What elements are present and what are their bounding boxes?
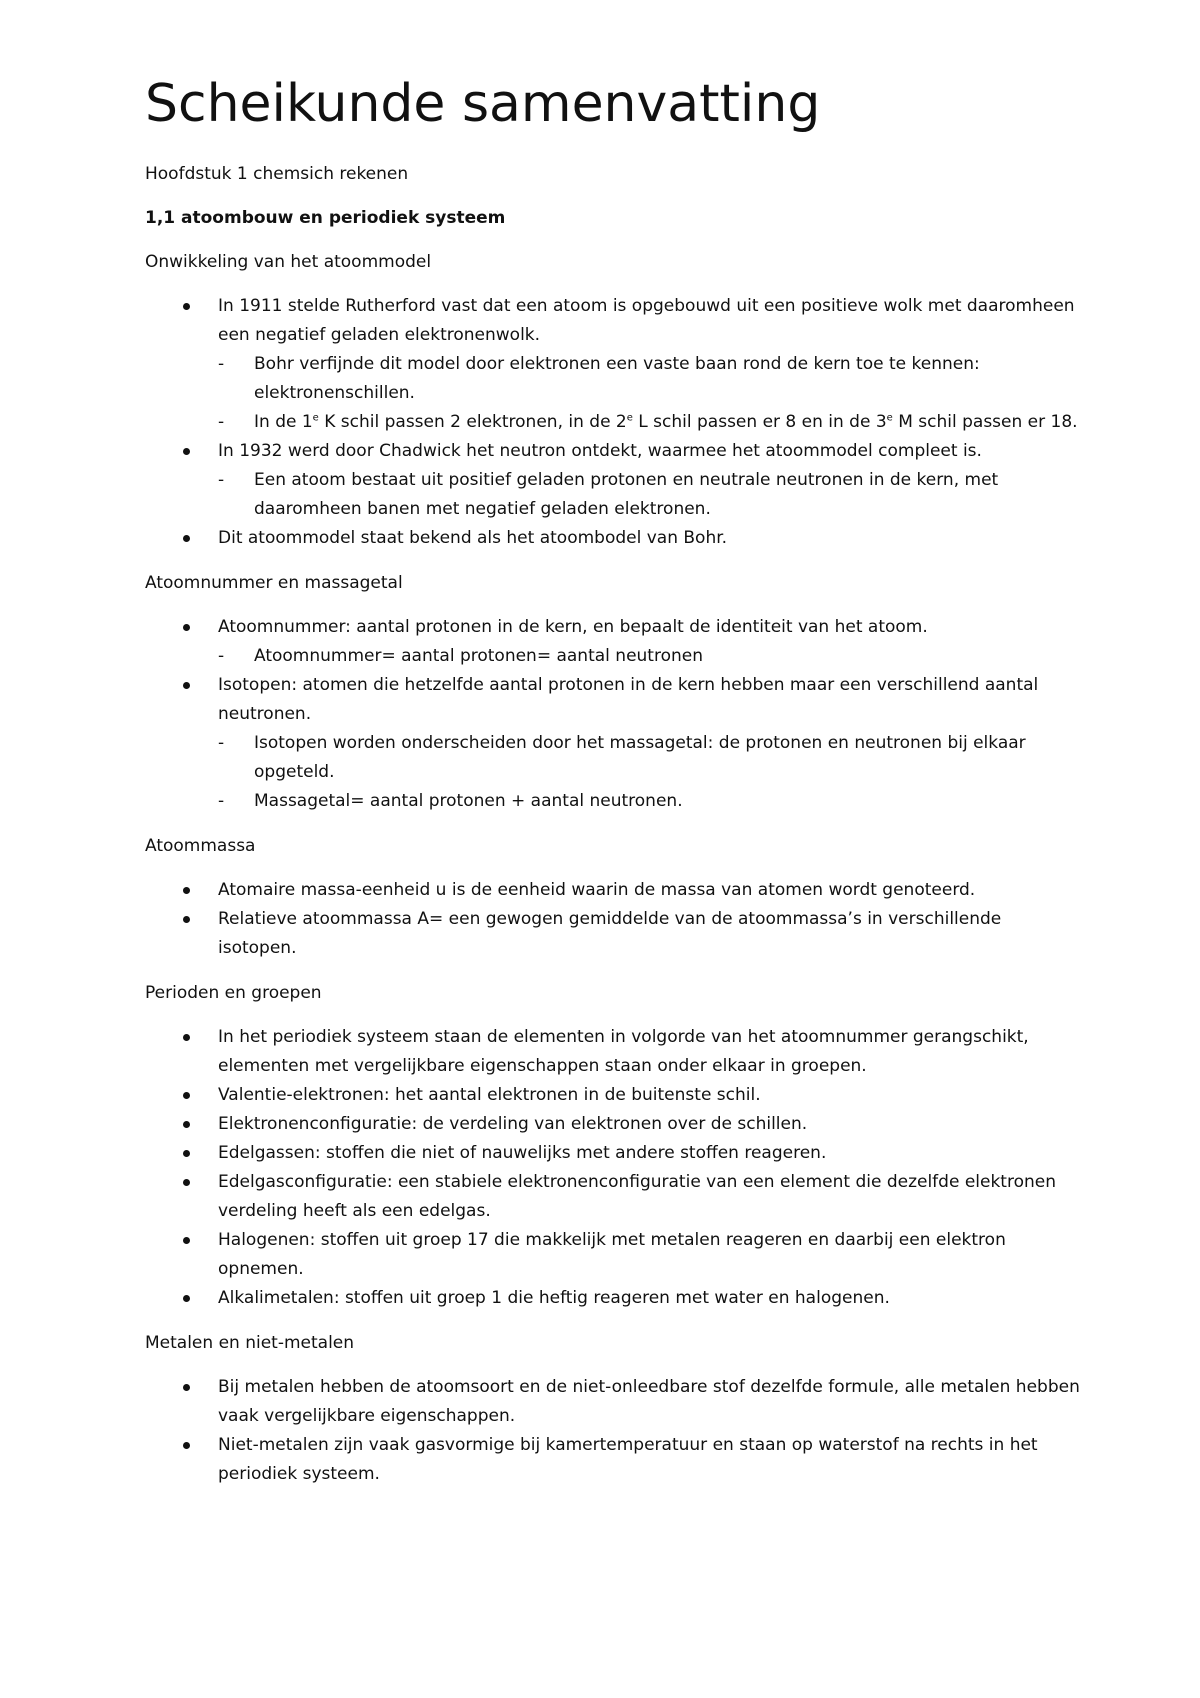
sub-item [218, 350, 1080, 408]
bullet-text: In het periodiek systeem staan de elementen in volgorde van het atoomnummer gerangschikt, elementen met vergelijkbare eigenschappen staan onder elkaar in groepen. [218, 1027, 1029, 1076]
bullet-item [145, 1431, 1080, 1489]
bullet-item [145, 437, 1080, 524]
dash-icon: - [218, 733, 225, 753]
sub-item [218, 787, 1080, 816]
bullet-list [145, 1373, 1080, 1489]
bullet-list [145, 613, 1080, 816]
dash-icon: - [218, 470, 225, 490]
bullet-item [145, 876, 1080, 905]
dash-icon: - [218, 412, 225, 432]
bullet-list [145, 1023, 1080, 1313]
group-heading: Atoommassa [145, 836, 256, 856]
bullet-item [145, 1226, 1080, 1284]
dash-icon: - [218, 354, 225, 374]
bullet-icon [183, 1384, 190, 1391]
group-heading: Perioden en groepen [145, 983, 322, 1003]
bullet-icon [183, 916, 190, 923]
bullet-text: Halogenen: stoffen uit groep 17 die makkelijk met metalen reageren en daarbij een elektron opnemen. [218, 1230, 1006, 1279]
document-title: Scheikunde samenvatting [145, 74, 821, 134]
bullet-text: Bij metalen hebben de atoomsoort en de niet-onleedbare stof dezelfde formule, alle metalen hebben vaak vergelijkbare eigenschappen. [218, 1377, 1080, 1426]
sub-text: Bohr verfijnde dit model door elektronen een vaste baan rond de kern toe te kennen: elektronenschillen. [254, 354, 980, 403]
bullet-item [145, 613, 1080, 671]
bullet-text: Elektronenconfiguratie: de verdeling van elektronen over de schillen. [218, 1114, 808, 1134]
bullet-text: In 1911 stelde Rutherford vast dat een atoom is opgebouwd uit een positieve wolk met daaromheen een negatief geladen elektronenwolk. [218, 296, 1075, 345]
bullet-icon [183, 448, 190, 455]
sub-text: Atoomnummer= aantal protonen= aantal neutronen [254, 646, 703, 666]
sub-list [218, 642, 1080, 671]
bullet-icon [183, 1150, 190, 1157]
sub-list [218, 350, 1080, 437]
bullet-text: Isotopen: atomen die hetzelfde aantal protonen in de kern hebben maar een verschillend aantal neutronen. [218, 675, 1039, 724]
bullet-text: In 1932 werd door Chadwick het neutron ontdekt, waarmee het atoommodel compleet is. [218, 441, 982, 461]
bullet-icon [183, 1121, 190, 1128]
sub-list [218, 729, 1080, 816]
dash-icon: - [218, 791, 225, 811]
group-heading: Onwikkeling van het atoommodel [145, 252, 432, 272]
bullet-text: Atomaire massa-eenheid u is de eenheid waarin de massa van atomen wordt genoteerd. [218, 880, 976, 900]
bullet-item [145, 905, 1080, 963]
sub-item [218, 642, 1080, 671]
bullet-item [145, 1110, 1080, 1139]
superscript: e [626, 412, 633, 424]
bullet-item [145, 1284, 1080, 1313]
bullet-icon [183, 624, 190, 631]
bullet-icon [183, 535, 190, 542]
sub-text: Isotopen worden onderscheiden door het massagetal: de protonen en neutronen bij elkaar opgeteld. [254, 733, 1026, 782]
bullet-item [145, 1081, 1080, 1110]
bullet-item [145, 671, 1080, 816]
shells-text-4: M schil passen er 18. [892, 412, 1078, 432]
shells-text-3: L schil passen er 8 en in de 3 [632, 412, 887, 432]
bullet-list [145, 292, 1080, 553]
sub-item-shells [218, 408, 1080, 437]
bullet-text: Dit atoommodel staat bekend als het atoombodel van Bohr. [218, 528, 728, 548]
group-heading: Metalen en niet-metalen [145, 1333, 355, 1353]
bullet-text: Edelgasconfiguratie: een stabiele elektronenconfiguratie van een element die dezelfde elektronen verdeling heeft als een edelgas. [218, 1172, 1056, 1221]
bullet-item [145, 292, 1080, 437]
document-page [145, 72, 1080, 1505]
bullet-text: Atoomnummer: aantal protonen in de kern, en bepaalt de identiteit van het atoom. [218, 617, 928, 637]
sub-text: Een atoom bestaat uit positief geladen protonen en neutrale neutronen in de kern, met daaromheen banen met negatief geladen elektronen. [254, 470, 999, 519]
dash-icon: - [218, 646, 225, 666]
bullet-text: Alkalimetalen: stoffen uit groep 1 die heftig reageren met water en halogenen. [218, 1288, 890, 1308]
bullet-icon [183, 1092, 190, 1099]
bullet-list [145, 876, 1080, 963]
bullet-icon [183, 1442, 190, 1449]
bullet-icon [183, 887, 190, 894]
sub-list [218, 466, 1080, 524]
chapter-heading: Hoofdstuk 1 chemsich rekenen [145, 164, 409, 184]
bullet-icon [183, 1295, 190, 1302]
bullet-text: Niet-metalen zijn vaak gasvormige bij kamertemperatuur en staan op waterstof na rechts in het periodiek systeem. [218, 1435, 1038, 1484]
bullet-icon [183, 1237, 190, 1244]
sub-item [218, 729, 1080, 787]
superscript: e [312, 412, 319, 424]
sub-item [218, 466, 1080, 524]
bullet-item [145, 524, 1080, 553]
bullet-text: Valentie-elektronen: het aantal elektronen in de buitenste schil. [218, 1085, 761, 1105]
bullet-text: Edelgassen: stoffen die niet of nauwelijks met andere stoffen reageren. [218, 1143, 827, 1163]
bullet-item [145, 1373, 1080, 1431]
superscript: e [886, 412, 893, 424]
bullet-item [145, 1139, 1080, 1168]
shells-text-2: K schil passen 2 elektronen, in de 2 [318, 412, 627, 432]
bullet-text: Relatieve atoommassa A= een gewogen gemiddelde van de atoommassa’s in verschillende isotopen. [218, 909, 1002, 958]
bullet-icon [183, 1034, 190, 1041]
group-heading: Atoomnummer en massagetal [145, 573, 403, 593]
bullet-icon [183, 682, 190, 689]
bullet-icon [183, 303, 190, 310]
shells-text-1: In de 1 [254, 412, 313, 432]
sub-text: Massagetal= aantal protonen + aantal neutronen. [254, 791, 683, 811]
bullet-item [145, 1023, 1080, 1081]
bullet-item [145, 1168, 1080, 1226]
bullet-icon [183, 1179, 190, 1186]
section-heading: 1,1 atoombouw en periodiek systeem [145, 208, 506, 228]
